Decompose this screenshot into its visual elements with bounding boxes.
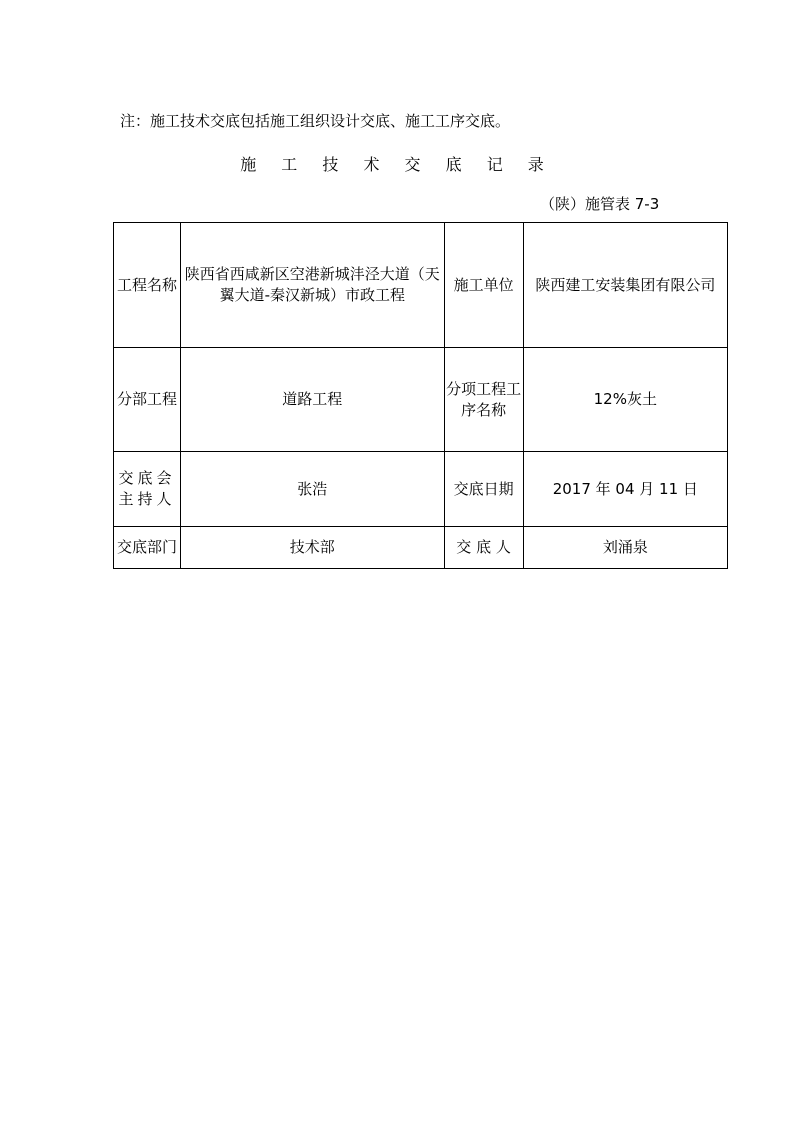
date-value: 2017 年 04 月 11 日: [523, 452, 727, 527]
date-label: 交底日期: [444, 452, 523, 527]
person-label: 交 底 人: [444, 527, 523, 569]
note-text: 注：施工技术交底包括施工组织设计交底、施工工序交底。: [120, 112, 511, 130]
table-row: [114, 223, 728, 348]
table-row: [114, 348, 728, 452]
host-label: 交底会主持人: [114, 452, 181, 527]
document-title: 施 工 技 术 交 底 记 录: [240, 155, 554, 174]
dept-value: 技术部: [181, 527, 444, 569]
project-name-value: 陕西省西咸新区空港新城沣泾大道（天翼大道-秦汉新城）市政工程: [181, 223, 444, 348]
table-row: [114, 527, 728, 569]
record-table: [113, 222, 728, 569]
construction-unit-label: 施工单位: [444, 223, 523, 348]
dept-label: 交底部门: [114, 527, 181, 569]
project-name-label: 工程名称: [114, 223, 181, 348]
subitem-value: 12%灰土: [523, 348, 727, 452]
construction-unit-value: 陕西建工安装集团有限公司: [523, 223, 727, 348]
host-value: 张浩: [181, 452, 444, 527]
form-number: （陕）施管表 7-3: [540, 195, 660, 213]
division-value: 道路工程: [181, 348, 444, 452]
person-value: 刘涌泉: [523, 527, 727, 569]
table-row: [114, 452, 728, 527]
division-label: 分部工程: [114, 348, 181, 452]
subitem-label: 分项工程工序名称: [444, 348, 523, 452]
